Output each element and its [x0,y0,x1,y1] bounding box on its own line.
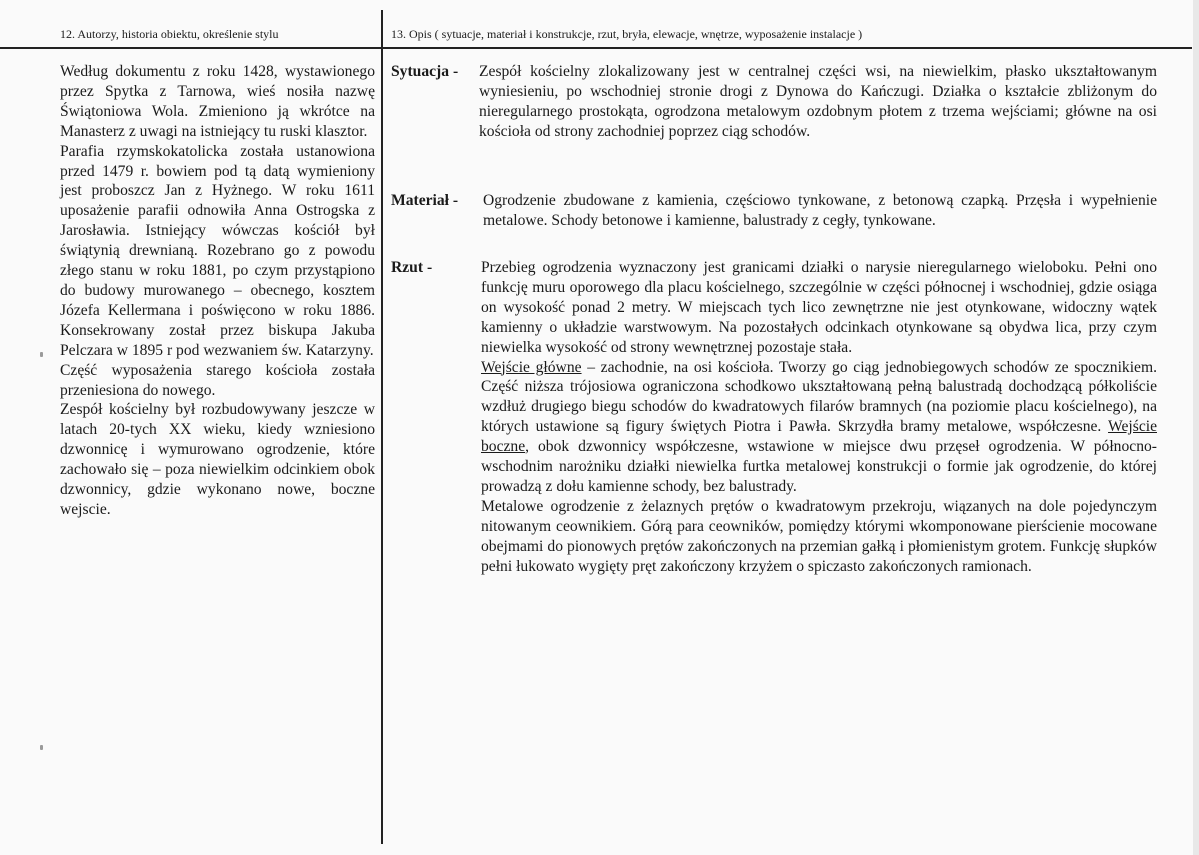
header-rule [0,47,1192,49]
history-paragraph: Parafia rzymskokatolicka została ustanowiona przed 1479 r. bowiem pod tą datą wymieniony jest proboszcz Jan z Hyżnego. W roku 1611 uposażenie parafii odnowiła Anna Ostrogska z Jarosławia. Istniejący wówczas kościół był świątynią drewnianą. Rozebrano go z powodu złego stanu w roku 1881, po czym przystąpiono do budowy murowanego – obecnego, kosztem Józefa Kellermana i poświęcono w roku 1886. Konsekrowany został przez biskupa Jakuba Pelczara w 1895 r pod wezwaniem św. Katarzyny. [60,142,375,359]
sytuacja-label: Sytuacja - [391,63,459,80]
rzut-section [391,258,1157,577]
material-label: Materiał - [391,192,459,209]
main-entrance-text: – zachodnie, na osi kościoła. Tworzy go ciąg jednobiegowych schodów ze spocznikiem. Część niższa trójosiowa ograniczona schodkowo ukształtowaną pełną balustradą dochodzącą półkoliście wzdłuż drugiego biegu schodów do kwadratowych filarów bramnych (na poziomie placu kościelnego), na których ustawione są figury świętych Piotra i Pawła. Skrzydła bramy metalowe, współczesne. [481,358,1157,436]
scan-edge [1193,0,1199,855]
rzut-paragraph-1: Przebieg ogrodzenia wyznaczony jest granicami działki o narysie nieregularnego wieloboku. Pełni ono funkcję muru oporowego dla placu kościelnego, szczególnie w części północnej i wschodniej, gdzie osiąga on wysokość ponad 2 metry. W miejscach tych lico zewnętrzne nie jest otynkowane, widoczny wątek kamienny o układzie warstwowym. Na pozostałych odcinkach otynkowane są obydwa lica, przy czym niewielka wysokość od strony wewnętrznej pozostaje stała. [481,259,1157,356]
rzut-paragraph-3: Metalowe ogrodzenie z żelaznych prętów o kwadratowym przekroju, wiązanych na dole pojedynczym nitowanym ceownikiem. Górą para ceowników, pomiędzy którymi wkomponowane pierścienie mocowane obejmami do pionowych prętów zakończonych na przemian gałką i płomienistym grotem. Funkcję słupków pełni łukowato wygięty pręt zakończony krzyżem o spiczasto zakończonych ramionach. [481,497,1157,575]
material-section [391,191,1157,231]
sytuacja-text: Zespół kościelny zlokalizowany jest w centralnej części wsi, na niewielkim, płasko ukształtowanym wyniesieniu, po wschodniej stronie drogi z Dynowa do Kańczugi. Działka o kształcie zbliżonym do nieregularnego prostokąta, ogrodzona metalowym ozdobnym płotem z trzema wejściami; główne na osi kościoła od strony zachodniej poprzez ciąg schodów. [479,63,1157,140]
rzut-paragraph-2 [481,358,1157,497]
side-entrance-text: , obok dzwonnicy współczesne, wstawione w miejsce dwu przęseł ogrodzenia. W północno-wschodnim narożniku działki niewielka furtka metalowej konstrukcji o formie jak ogrodzenie, do której prowadzą z dołu kamienne schody, bez balustrady. [481,438,1157,495]
history-paragraph: Część wyposażenia starego kościoła została przeniesiona do nowego. [60,361,375,399]
rzut-label: Rzut - [391,259,433,276]
main-entrance-term: Wejście główne [481,358,582,376]
history-paragraph: Według dokumentu z roku 1428, wystawionego przez Spytka z Tarnowa, wieś nosiła nazwę Świątoniowa Wola. Zmieniono ją wkrótce na Manasterz z uwagi na istniejący tu ruski klasztor. [60,63,375,140]
scan-speck [40,745,43,750]
column-divider [381,10,383,844]
side-entrance-term: Wejście boczne [481,418,1157,456]
material-text: Ogrodzenie zbudowane z kamienia, częściowo tynkowane, z betonową czapką. Przęsła i wypełnienie metalowe. Schody betonowe i kamienne, balustrady z cegły, tynkowane. [483,192,1157,229]
history-paragraph: Zespół kościelny był rozbudowywany jeszcze w latach 20-tych XX wieku, kiedy wzniesiono dzwonnicę i wymurowano ogrodzenie, które zachowało się – poza niewielkim odcinkiem obok dzwonnicy, gdzie wykonano nowe, boczne wejscie. [60,401,375,518]
section-12-header: 12. Autorzy, historia obiektu, określenie stylu [60,27,279,41]
section-13-header: 13. Opis ( sytuacje, materiał i konstrukcje, rzut, bryła, elewacje, wnętrze, wyposażenie instalacje ) [391,27,863,41]
sytuacja-section [391,62,1157,142]
scan-speck [40,352,43,357]
history-column [60,62,375,520]
